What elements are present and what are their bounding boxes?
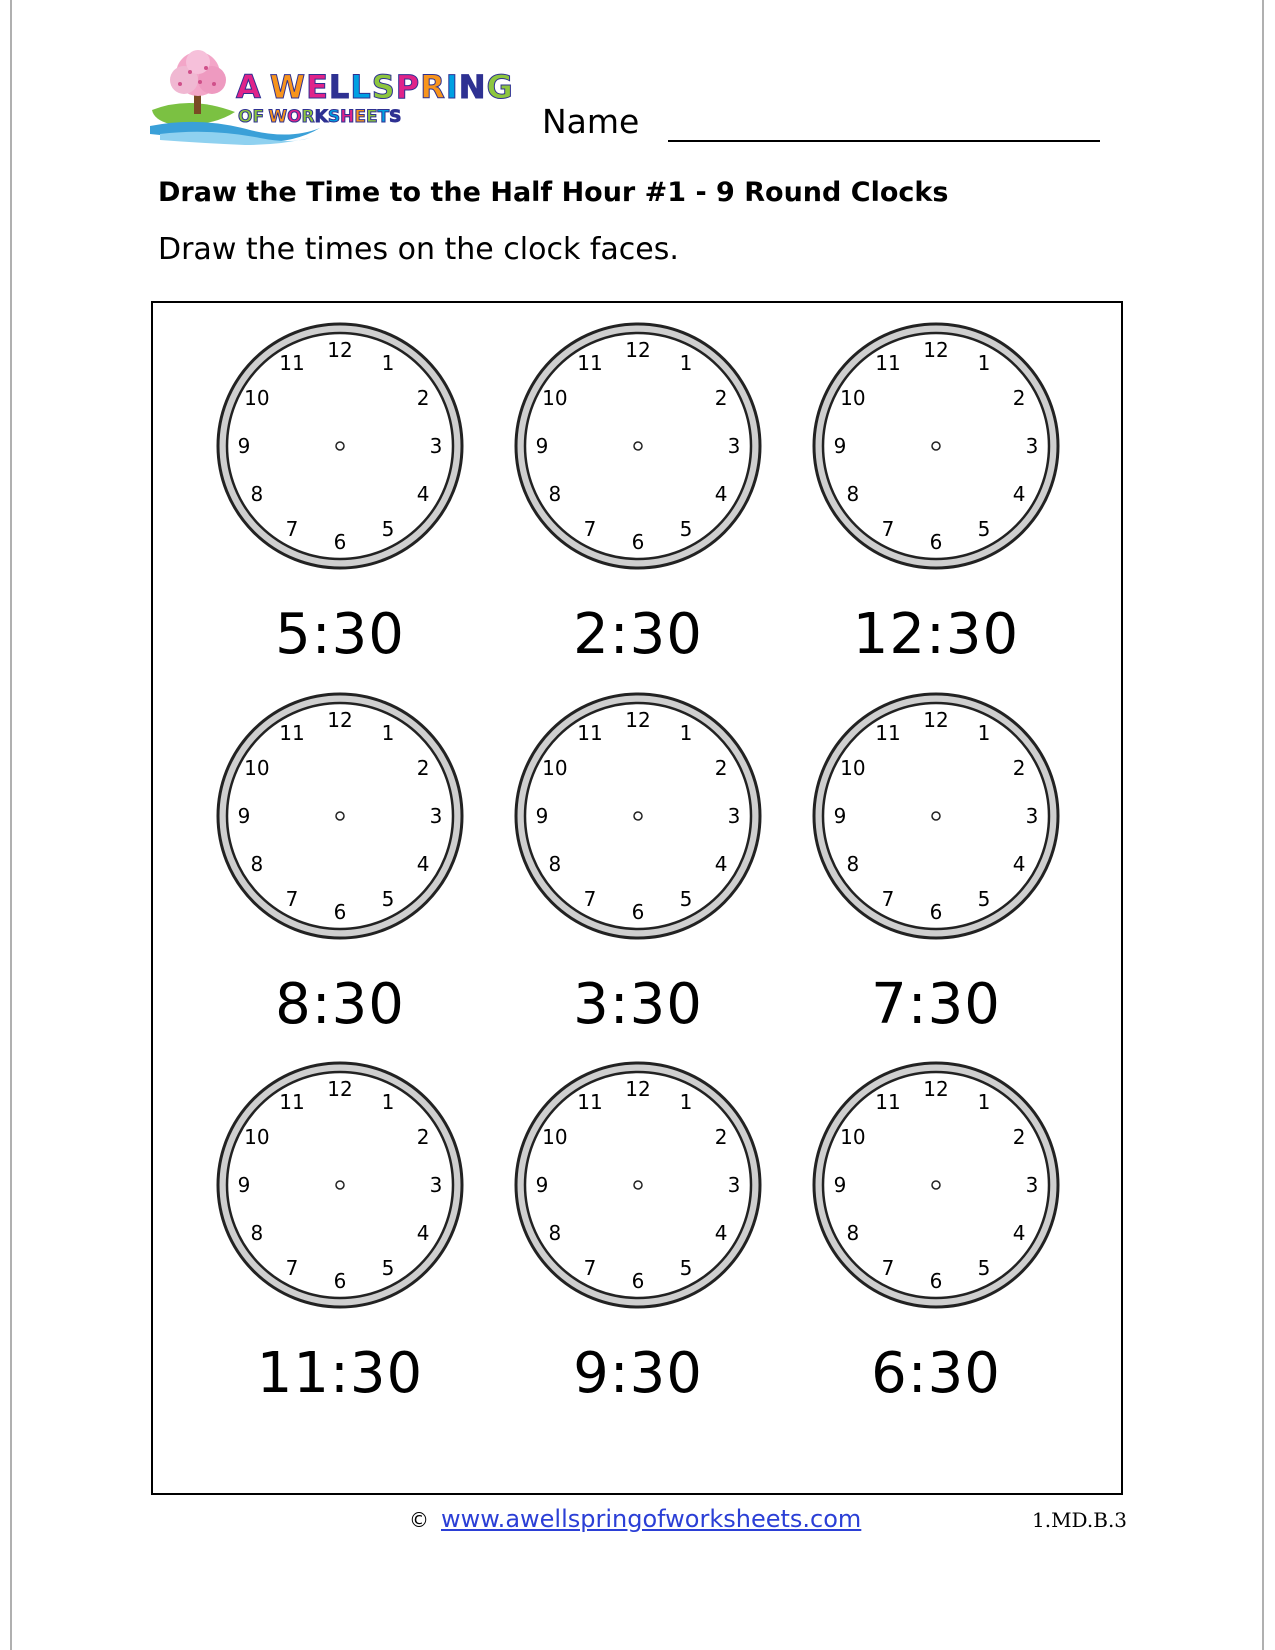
clock-number: 4: [1012, 1221, 1026, 1245]
clock-number: 8: [846, 482, 860, 506]
clock-number: 6: [631, 900, 645, 924]
clock-number: 12: [625, 338, 651, 362]
clock-dial: [525, 333, 751, 559]
clock-number: 8: [548, 482, 562, 506]
logo-wordmark-line1: A WELLSPRING: [236, 68, 514, 106]
clock-number: 9: [535, 804, 549, 828]
clock-face[interactable]: [806, 316, 1066, 576]
clock-number: 8: [250, 482, 264, 506]
clock-number: 1: [977, 350, 991, 375]
clock-dial: [227, 703, 453, 929]
clock-number: 4: [714, 1221, 728, 1245]
clock-number: 1: [977, 720, 991, 745]
clock-number: 11: [577, 720, 603, 745]
clock-number: 6: [929, 530, 943, 554]
clock-number: 1: [679, 350, 693, 375]
clock-number: 12: [327, 708, 353, 732]
clock-number: 9: [535, 1173, 549, 1197]
clock-number: 1: [381, 720, 395, 745]
clock-number: 9: [833, 434, 847, 458]
page-edge-left: [10, 0, 12, 1650]
clock-number: 11: [875, 1089, 901, 1114]
clock-number: 2: [416, 1125, 430, 1149]
clock-number: 1: [679, 720, 693, 745]
clock-number: 3: [1025, 434, 1039, 458]
clock-number: 10: [542, 386, 568, 410]
clock-face[interactable]: [508, 686, 768, 946]
clock-number: 8: [846, 1221, 860, 1245]
name-label: Name: [542, 102, 640, 141]
clock-number: 9: [237, 804, 251, 828]
clock-number: 5: [977, 1256, 991, 1281]
clock-number: 6: [333, 530, 347, 554]
clock-number: 12: [923, 1077, 949, 1101]
clock-time-label: 11:30: [256, 1341, 424, 1406]
clock-number: 9: [237, 1173, 251, 1197]
clock-dial: [525, 1072, 751, 1298]
clock-number: 12: [327, 338, 353, 362]
clock-number: 5: [679, 887, 693, 912]
clock-number: 5: [381, 517, 395, 542]
clock-number: 4: [416, 1221, 430, 1245]
clock-number: 3: [1025, 1173, 1039, 1197]
clock-number: 7: [583, 517, 597, 542]
clock-number: 2: [416, 756, 430, 780]
clock-number: 3: [727, 1173, 741, 1197]
clock-number: 6: [631, 1269, 645, 1293]
clock-dial: [823, 1072, 1049, 1298]
clock-face[interactable]: [210, 316, 470, 576]
clock-number: 7: [285, 887, 299, 912]
clock-number: 2: [714, 386, 728, 410]
clock-dial: [227, 1072, 453, 1298]
clock-number: 9: [237, 434, 251, 458]
clock-number: 12: [625, 708, 651, 732]
clock-time-label: 7:30: [871, 972, 1001, 1037]
worksheet-instructions: Draw the times on the clock faces.: [158, 232, 679, 267]
clock-number: 5: [381, 887, 395, 912]
clock-number: 8: [548, 852, 562, 876]
clock-number: 2: [416, 386, 430, 410]
clock-number: 6: [929, 1269, 943, 1293]
clock-number: 8: [250, 852, 264, 876]
clock-number: 12: [923, 338, 949, 362]
page-edge-right: [1262, 0, 1264, 1650]
clock-number: 4: [416, 482, 430, 506]
clock-number: 7: [881, 887, 895, 912]
clock-dial: [227, 333, 453, 559]
logo: [150, 50, 514, 145]
clock-time-label: 8:30: [275, 972, 405, 1037]
clock-number: 5: [977, 517, 991, 542]
clock-number: 9: [535, 434, 549, 458]
clock-number: 6: [929, 900, 943, 924]
clock-number: 2: [1012, 756, 1026, 780]
clock-number: 8: [548, 1221, 562, 1245]
clock-number: 7: [583, 1256, 597, 1281]
clock-number: 9: [833, 804, 847, 828]
clock-number: 1: [679, 1089, 693, 1114]
logo-wordmark-line2: OF WORKSHEETS: [238, 107, 402, 127]
clock-number: 10: [840, 756, 866, 780]
copyright-symbol: ©: [409, 1508, 429, 1532]
clock-number: 2: [714, 756, 728, 780]
clock-number: 10: [542, 756, 568, 780]
clock-number: 8: [846, 852, 860, 876]
clock-number: 12: [327, 1077, 353, 1101]
clock-time-label: 12:30: [852, 602, 1020, 667]
clock-number: 4: [1012, 482, 1026, 506]
clock-time-label: 9:30: [573, 1341, 703, 1406]
clock-time-label: 2:30: [573, 602, 703, 667]
clock-face[interactable]: [806, 1055, 1066, 1315]
clock-number: 10: [244, 756, 270, 780]
clock-number: 5: [977, 887, 991, 912]
clock-number: 3: [727, 804, 741, 828]
clock-number: 2: [1012, 1125, 1026, 1149]
clock-number: 5: [381, 1256, 395, 1281]
clock-number: 11: [279, 720, 305, 745]
clock-number: 2: [1012, 386, 1026, 410]
clock-number: 11: [279, 350, 305, 375]
clock-number: 7: [285, 517, 299, 542]
clock-number: 10: [840, 1125, 866, 1149]
clock-number: 12: [625, 1077, 651, 1101]
name-blank-line[interactable]: [668, 140, 1100, 142]
clock-number: 3: [429, 434, 443, 458]
clock-number: 9: [833, 1173, 847, 1197]
clock-number: 3: [727, 434, 741, 458]
clock-face[interactable]: [508, 1055, 768, 1315]
clock-number: 1: [381, 350, 395, 375]
clock-time-label: 3:30: [573, 972, 703, 1037]
worksheet-title: Draw the Time to the Half Hour #1 - 9 Round Clocks: [158, 177, 949, 208]
clock-number: 7: [583, 887, 597, 912]
clock-number: 7: [881, 517, 895, 542]
clock-number: 10: [840, 386, 866, 410]
clock-number: 10: [542, 1125, 568, 1149]
clock-number: 4: [714, 482, 728, 506]
clock-dial: [823, 333, 1049, 559]
clock-number: 3: [1025, 804, 1039, 828]
website-link[interactable]: www.awellspringofworksheets.com: [441, 1505, 862, 1533]
clock-face[interactable]: [210, 686, 470, 946]
clock-number: 11: [577, 350, 603, 375]
clock-number: 4: [416, 852, 430, 876]
clock-dial: [823, 703, 1049, 929]
clock-number: 11: [875, 720, 901, 745]
clock-number: 1: [977, 1089, 991, 1114]
clock-time-label: 6:30: [871, 1341, 1001, 1406]
clock-number: 11: [577, 1089, 603, 1114]
clock-time-label: 5:30: [275, 602, 405, 667]
standard-code: 1.MD.B.3: [1032, 1508, 1128, 1532]
clock-number: 11: [279, 1089, 305, 1114]
clock-number: 3: [429, 804, 443, 828]
clock-number: 6: [631, 530, 645, 554]
clock-number: 12: [923, 708, 949, 732]
clock-number: 7: [285, 1256, 299, 1281]
clock-face[interactable]: [508, 316, 768, 576]
clock-dial: [525, 703, 751, 929]
clock-number: 5: [679, 1256, 693, 1281]
clock-number: 3: [429, 1173, 443, 1197]
clock-number: 11: [875, 350, 901, 375]
clock-number: 2: [714, 1125, 728, 1149]
clock-number: 10: [244, 1125, 270, 1149]
clock-number: 1: [381, 1089, 395, 1114]
clock-number: 6: [333, 1269, 347, 1293]
clock-number: 10: [244, 386, 270, 410]
clock-number: 4: [714, 852, 728, 876]
clock-number: 4: [1012, 852, 1026, 876]
clock-number: 7: [881, 1256, 895, 1281]
clock-face[interactable]: [806, 686, 1066, 946]
clock-face[interactable]: [210, 1055, 470, 1315]
clock-number: 6: [333, 900, 347, 924]
clock-number: 8: [250, 1221, 264, 1245]
clock-number: 5: [679, 517, 693, 542]
